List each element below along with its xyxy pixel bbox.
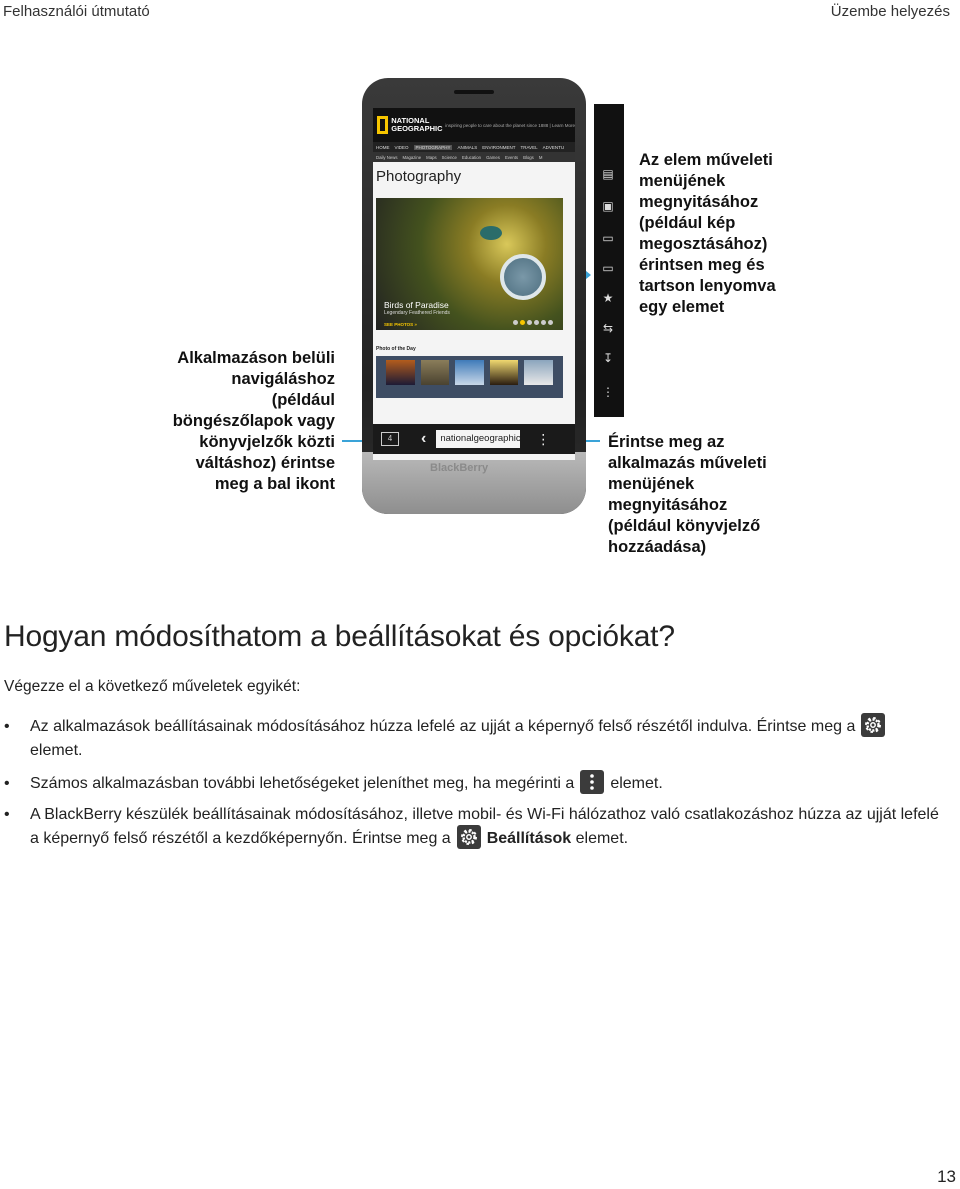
more-vertical-icon[interactable]: ⋮ <box>602 385 614 399</box>
phone-speaker <box>454 90 494 94</box>
nav-item[interactable]: M <box>538 154 543 160</box>
nav-item[interactable]: Blogs <box>523 154 534 160</box>
feature-title: Birds of Paradise <box>384 300 449 310</box>
site-nav-secondary <box>373 152 575 162</box>
site-header <box>373 108 575 142</box>
nav-item[interactable]: PHOTOGRAPHY <box>415 144 451 150</box>
download-icon[interactable]: ↧ <box>602 351 614 365</box>
thumbnail-strip <box>376 356 563 398</box>
settings-label: Beállítások <box>486 830 572 848</box>
bullet-text: elemet. <box>575 830 629 848</box>
phone-screen <box>373 108 575 460</box>
nav-item[interactable]: Education <box>461 154 482 160</box>
thumbnail[interactable] <box>524 360 553 385</box>
back-icon[interactable]: ‹ <box>421 430 427 447</box>
carousel-dots[interactable] <box>513 320 553 325</box>
nav-item[interactable]: ADVENTU <box>542 144 565 150</box>
more-vertical-icon[interactable]: ⋮ <box>536 430 551 447</box>
blackberry-logo: BlackBerry <box>430 462 489 474</box>
copy-icon[interactable]: ▤ <box>602 167 614 181</box>
url-field[interactable]: nationalgeographic <box>436 430 520 448</box>
ng-logo-icon <box>377 116 388 134</box>
bird-image <box>480 226 502 240</box>
open-link-icon[interactable]: ⇆ <box>602 321 614 335</box>
nav-item[interactable]: Science <box>441 154 457 160</box>
running-header-left: Felhasználói útmutató <box>3 3 150 20</box>
section-heading: Hogyan módosíthatom a beállításokat és opciókat? <box>4 620 675 653</box>
bullet-text: Az alkalmazások beállításainak módosításához húzza lefelé az ujját a képernyő felső részétől indulva. Érintse meg a <box>30 718 856 736</box>
site-tagline: inspiring people to care about the planet since 1888 | Learn More <box>445 122 575 128</box>
nav-item[interactable]: Games <box>486 154 500 160</box>
bullet-text: Számos alkalmazásban további lehetőségeket jeleníthet meg, ha megérinti a <box>30 775 575 793</box>
site-name: NATIONAL GEOGRAPHIC <box>391 116 443 133</box>
bullet-text: elemet. <box>30 742 83 760</box>
touch-indicator <box>500 254 546 300</box>
photo-of-day-label: Photo of the Day <box>376 346 416 352</box>
list-item <box>4 772 944 796</box>
bullet: • <box>4 806 10 823</box>
bullet: • <box>4 718 10 735</box>
save-image-icon[interactable]: ▣ <box>602 199 614 213</box>
browser-action-bar <box>373 424 575 454</box>
bullet-text: elemet. <box>610 775 663 793</box>
item-action-menu <box>594 104 624 417</box>
star-icon[interactable]: ★ <box>602 291 614 305</box>
callout-right-bottom: Érintse meg az alkalmazás műveleti menüjének megnyitásához (például könyvjelző hozzáadása) <box>608 433 767 556</box>
see-photos-link[interactable]: SEE PHOTOS » <box>384 322 417 327</box>
gear-icon <box>457 825 481 849</box>
callout-right-top: Az elem műveleti menüjének megnyitásához (például kép megosztásához) érintsen meg és tartson lenyomva egy elemet <box>639 151 776 316</box>
bullet: • <box>4 775 10 792</box>
page-number: 13 <box>937 1167 956 1186</box>
nav-item[interactable]: Magazine <box>402 154 422 160</box>
nav-item[interactable]: ENVIRONMENT <box>482 144 516 150</box>
running-header-right: Üzembe helyezés <box>830 3 950 20</box>
nav-item[interactable]: Daily News <box>376 154 398 160</box>
callout-left: Alkalmazáson belüli navigáláshoz (például böngészőlapok vagy könyvjelzők közti váltáshoz) érintse meg a bal ikont <box>172 349 335 493</box>
tabs-icon[interactable]: 4 <box>381 432 399 446</box>
more-vertical-icon <box>580 770 604 794</box>
page-title: Photography <box>376 168 462 185</box>
thumbnail[interactable] <box>386 360 415 385</box>
nav-item[interactable]: TRAVEL <box>520 144 538 150</box>
bullet-text: A BlackBerry készülék beállításainak módosításához, illetve mobil- és Wi-Fi hálózathoz való csatlakozáshoz húzza az ujját lefelé a képernyő felső részétől a kezdőképernyőn. Érintse meg a <box>30 806 939 848</box>
nav-item[interactable]: Events <box>504 154 519 160</box>
nav-item[interactable]: ANIMALS <box>457 144 478 150</box>
gear-icon <box>861 713 885 737</box>
phone-mockup <box>362 78 586 514</box>
thumbnail[interactable] <box>455 360 484 385</box>
nav-item[interactable]: HOME <box>376 144 390 150</box>
thumbnail[interactable] <box>421 360 450 385</box>
list-item <box>4 715 944 763</box>
nav-item[interactable]: VIDEO <box>394 144 409 150</box>
site-nav-primary <box>373 142 575 152</box>
thumbnail[interactable] <box>490 360 519 385</box>
section-intro: Végezze el a következő műveletek egyikét: <box>4 678 301 695</box>
share-icon[interactable]: ▭ <box>602 261 614 275</box>
link-icon[interactable]: ▭ <box>602 231 614 245</box>
feature-subtitle: Legendary Feathered Friends <box>384 310 450 316</box>
feature-image[interactable] <box>376 198 563 330</box>
list-item <box>4 803 944 851</box>
nav-item[interactable]: Maps <box>426 154 437 160</box>
